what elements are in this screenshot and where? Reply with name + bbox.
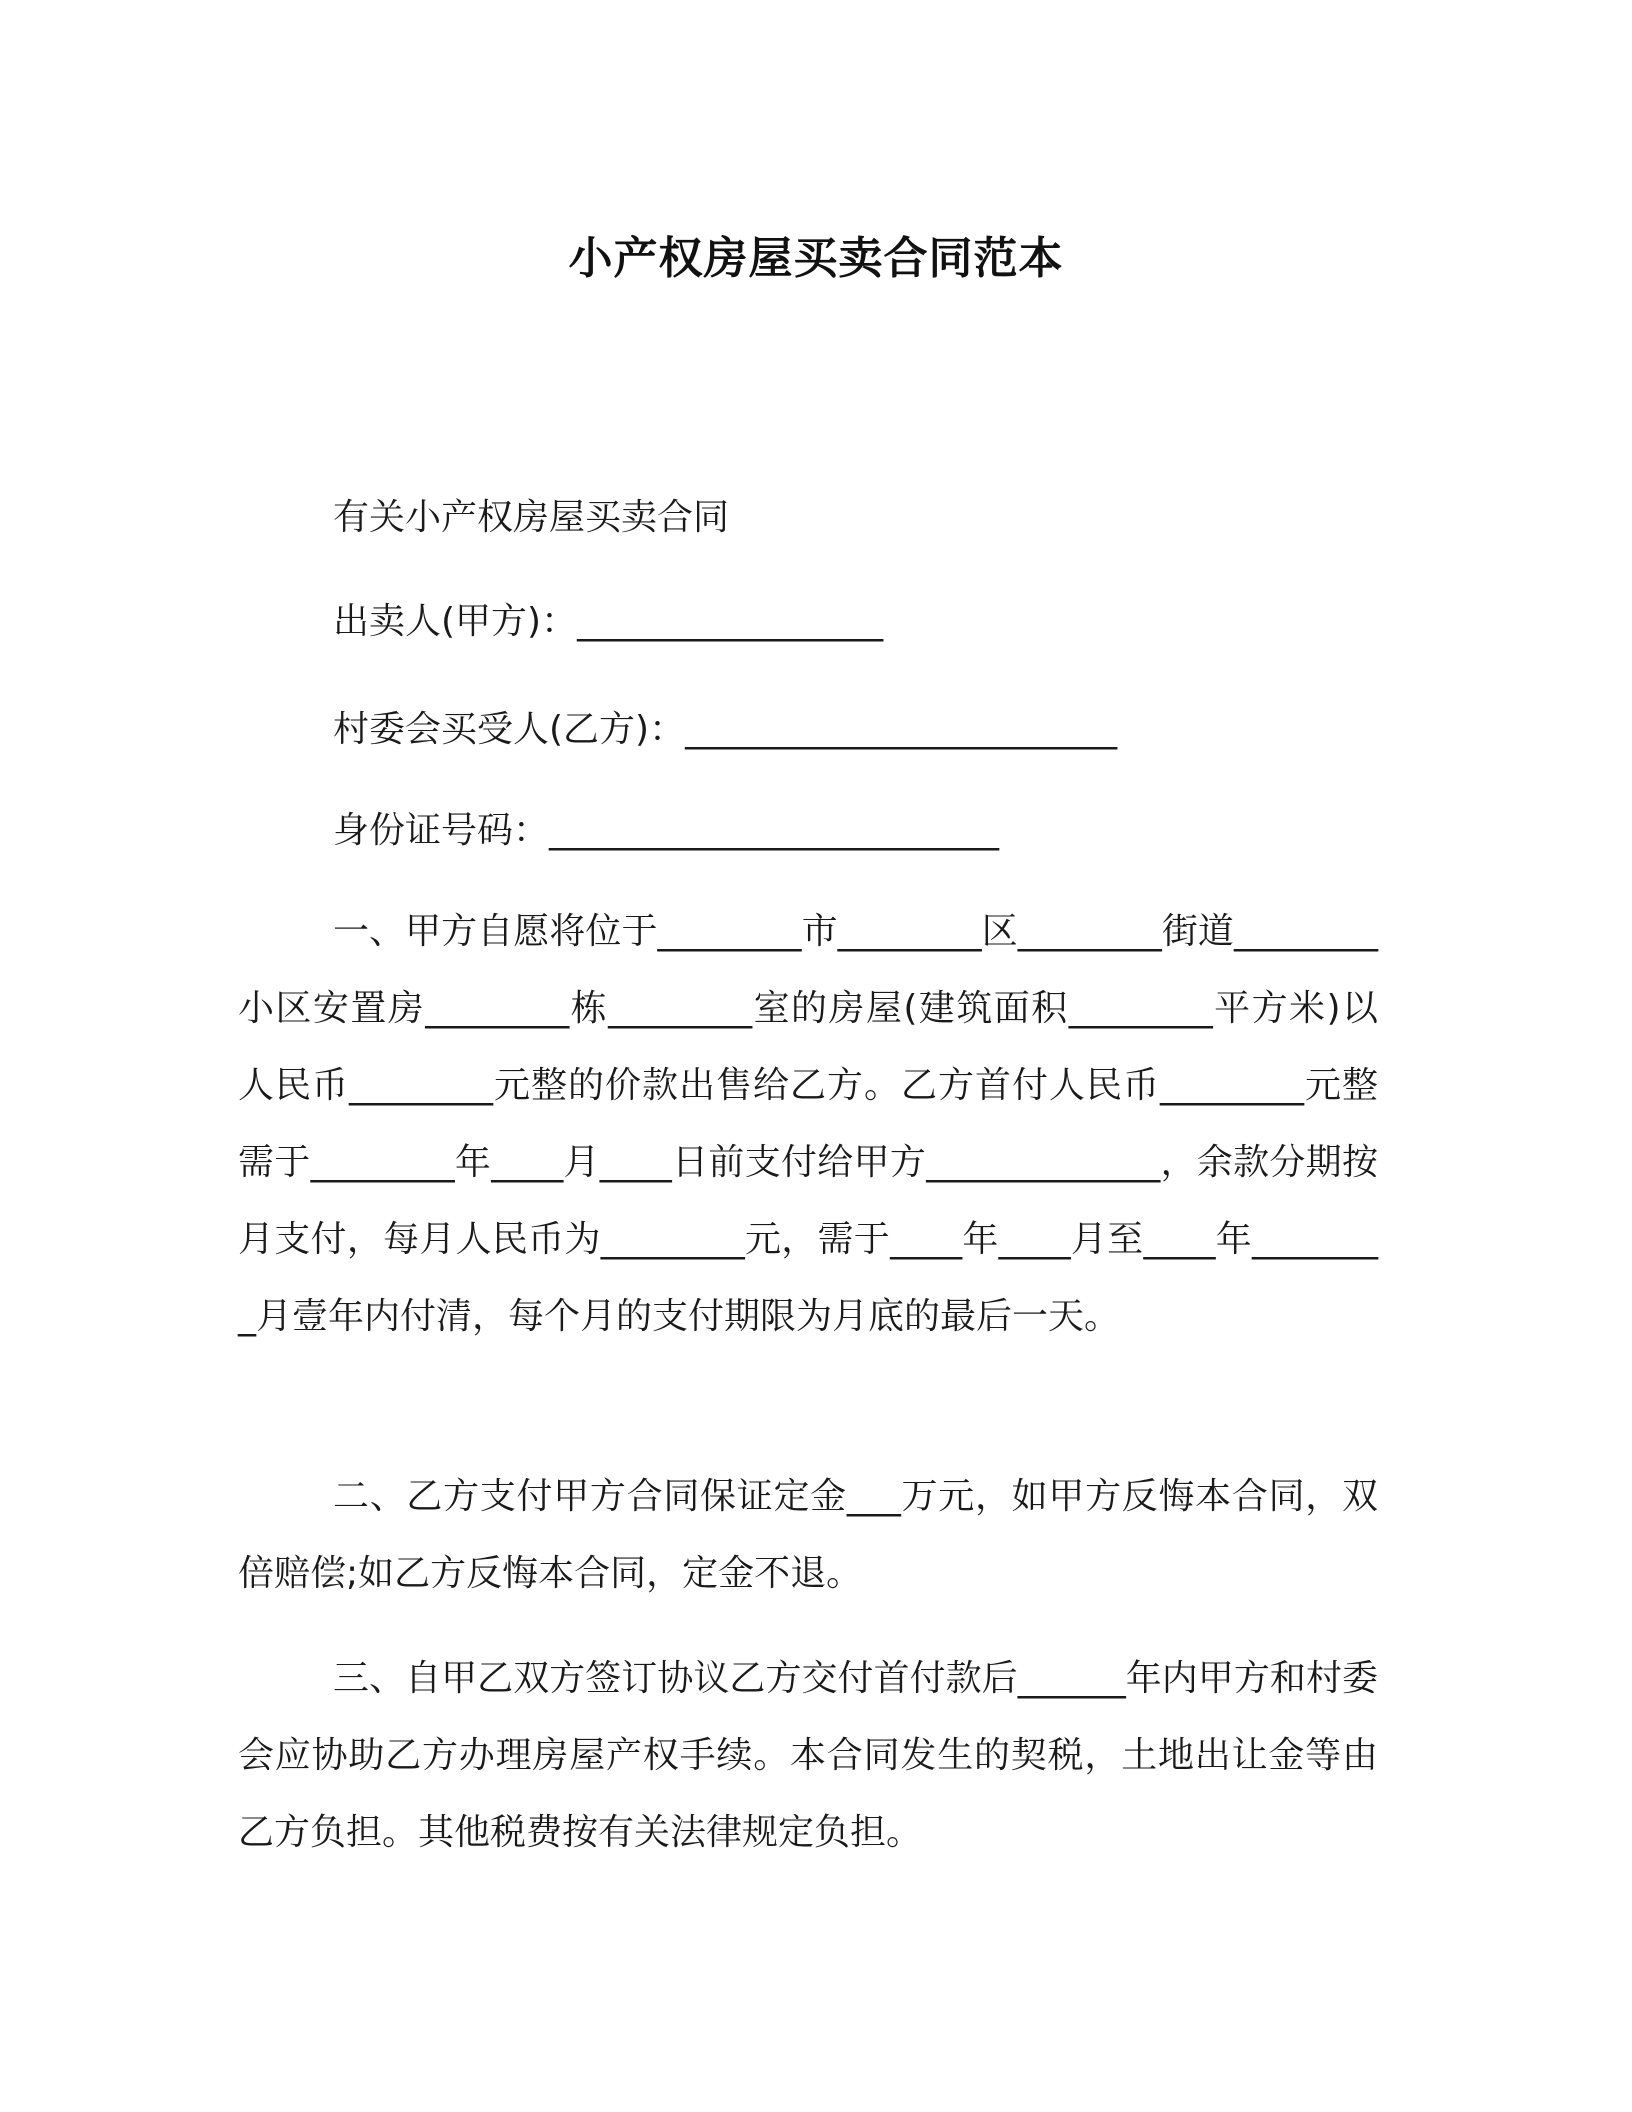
clause-2-text: 二、乙方支付甲方合同保证定金___万元，如甲方反悔本合同，双倍赔偿;如乙方反悔本合同，定金不退。 <box>238 1476 1378 1594</box>
document-title: 小产权房屋买卖合同范本 <box>568 233 1064 284</box>
clause-3 <box>238 1640 1378 1871</box>
clause-2 <box>238 1458 1378 1612</box>
clause-1 <box>238 893 1378 1355</box>
seller-line: 出卖人(甲方)：_________________ <box>333 601 884 642</box>
clause-1-text: 一、甲方自愿将位于________市________区________街道________小区安置房________栋________室的房屋(建筑面积________平方米)以人民币________元整的价款出售给乙方。乙方首付人民币________元整需于________年____月____日前支付给甲方_____________，余款分期按月支付，每月人民币为________元，需于____年____月至____年________月壹年内付清，每个月的支付期限为月底的最后一天。 <box>238 911 1378 1337</box>
clause-3-text: 三、自甲乙双方签订协议乙方交付首付款后______年内甲方和村委会应协助乙方办理房屋产权手续。本合同发生的契税，土地出让金等由乙方负担。其他税费按有关法律规定负担。 <box>238 1658 1378 1853</box>
contract-subtitle: 有关小产权房屋买卖合同 <box>333 497 730 538</box>
id-number-line: 身份证号码：_________________________ <box>333 810 1000 851</box>
buyer-line: 村委会买受人(乙方)：________________________ <box>333 709 1118 750</box>
